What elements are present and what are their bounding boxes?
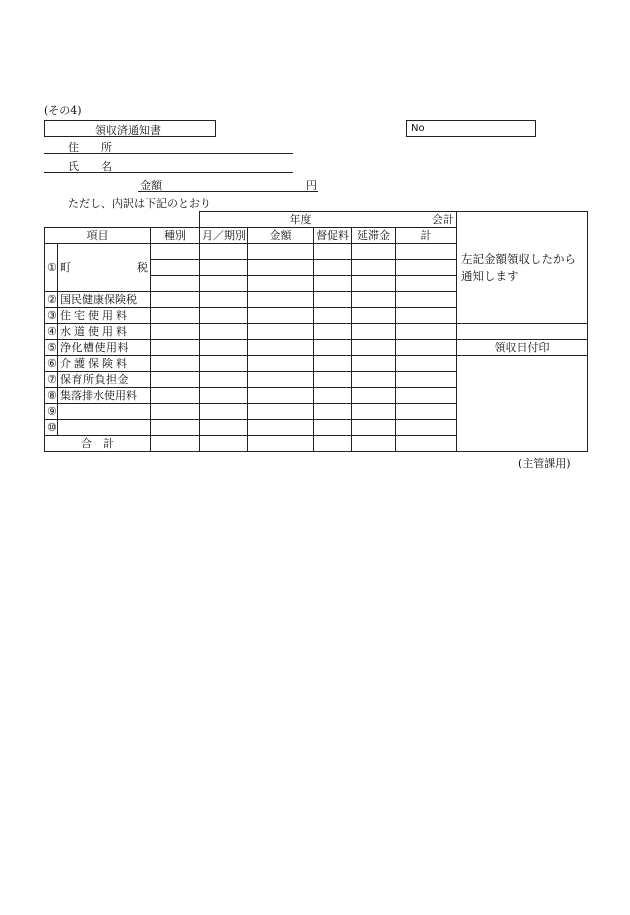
cell[interactable]: [151, 356, 200, 372]
cell[interactable]: [352, 308, 396, 324]
cell[interactable]: [200, 324, 248, 340]
item-number: ⑤: [45, 340, 58, 356]
item-number: ①: [45, 244, 58, 292]
cell[interactable]: [352, 324, 396, 340]
cell[interactable]: [352, 388, 396, 404]
item-label: 保育所負担金: [58, 372, 151, 388]
cell[interactable]: [314, 308, 352, 324]
cell[interactable]: [352, 420, 396, 436]
number-box[interactable]: [406, 120, 536, 137]
receipt-stamp-area[interactable]: [457, 356, 588, 452]
item-number: ②: [45, 292, 58, 308]
cell[interactable]: [151, 292, 200, 308]
cell[interactable]: [200, 340, 248, 356]
cell[interactable]: [151, 388, 200, 404]
address-line[interactable]: [44, 153, 293, 154]
cell[interactable]: [248, 260, 314, 276]
item-label: [58, 244, 151, 292]
cell[interactable]: [248, 292, 314, 308]
number-label: No: [411, 123, 425, 134]
cell[interactable]: [396, 292, 457, 308]
cell[interactable]: [151, 324, 200, 340]
col-reminder-fee: 督促料: [314, 228, 352, 244]
item-label: 国民健康保険税: [58, 292, 151, 308]
item-label[interactable]: [58, 404, 151, 420]
cell[interactable]: [396, 244, 457, 260]
table-row: [45, 356, 588, 372]
cell[interactable]: [151, 244, 200, 260]
department-note: (主管課用): [518, 457, 571, 470]
title-box: [44, 120, 216, 137]
cell[interactable]: [314, 388, 352, 404]
cell[interactable]: [200, 388, 248, 404]
item-label: 浄化槽使用料: [58, 340, 151, 356]
cell[interactable]: [352, 404, 396, 420]
cell[interactable]: [248, 420, 314, 436]
total-header: 会計: [314, 212, 457, 228]
col-late-fee: 延滞金: [352, 228, 396, 244]
cell[interactable]: [200, 372, 248, 388]
cell[interactable]: [396, 420, 457, 436]
col-item: 項目: [45, 228, 151, 244]
cell[interactable]: [352, 340, 396, 356]
page-tag: (その4): [44, 104, 82, 117]
cell[interactable]: [151, 420, 200, 436]
breakdown-note: ただし、内訳は下記のとおり: [68, 197, 211, 210]
cell[interactable]: [151, 260, 200, 276]
total-label: 合 計: [45, 436, 151, 452]
cell[interactable]: [200, 436, 248, 452]
cell[interactable]: [248, 340, 314, 356]
cell[interactable]: [314, 436, 352, 452]
cell[interactable]: [352, 356, 396, 372]
cell[interactable]: [200, 356, 248, 372]
blank-corner: [45, 212, 200, 228]
cell[interactable]: [314, 340, 352, 356]
cell[interactable]: [396, 436, 457, 452]
item-number: ⑨: [45, 404, 58, 420]
cell[interactable]: [151, 340, 200, 356]
cell[interactable]: [248, 372, 314, 388]
cell[interactable]: [151, 436, 200, 452]
cell[interactable]: [248, 356, 314, 372]
cell[interactable]: [314, 244, 352, 260]
item-number: ⑦: [45, 372, 58, 388]
item-label-right: 税: [137, 260, 148, 274]
year-header: 年度: [200, 212, 314, 228]
cell[interactable]: [352, 292, 396, 308]
receipt-notice: 左記金額領収したから通知します: [457, 212, 588, 324]
cell[interactable]: [396, 324, 457, 340]
col-period: 月／期別: [200, 228, 248, 244]
cell[interactable]: [314, 404, 352, 420]
cell[interactable]: [200, 404, 248, 420]
table-row: [45, 324, 588, 340]
cell[interactable]: [352, 244, 396, 260]
cell[interactable]: [314, 420, 352, 436]
item-number: ⑧: [45, 388, 58, 404]
cell[interactable]: [200, 244, 248, 260]
cell[interactable]: [396, 340, 457, 356]
amount-label: 金額: [140, 179, 162, 192]
name-line[interactable]: [44, 172, 293, 173]
cell[interactable]: [248, 388, 314, 404]
cell[interactable]: [396, 260, 457, 276]
cell[interactable]: [248, 308, 314, 324]
cell[interactable]: [200, 420, 248, 436]
col-type: 種別: [151, 228, 200, 244]
col-sum: 計: [396, 228, 457, 244]
cell[interactable]: [396, 388, 457, 404]
item-label: 水道使用料: [58, 324, 151, 340]
amount-line[interactable]: [138, 191, 318, 192]
cell[interactable]: [314, 372, 352, 388]
amount-unit: 円: [306, 179, 317, 192]
cell[interactable]: [151, 404, 200, 420]
table-row: [45, 340, 588, 356]
cell[interactable]: [200, 308, 248, 324]
cell[interactable]: [352, 276, 396, 292]
receipt-stamp-label: 領収日付印: [457, 340, 588, 356]
cell[interactable]: [200, 260, 248, 276]
address-label: 住 所: [68, 141, 112, 154]
cell[interactable]: [200, 276, 248, 292]
item-label[interactable]: [58, 420, 151, 436]
cell[interactable]: [352, 372, 396, 388]
cell[interactable]: [314, 292, 352, 308]
breakdown-table: [44, 211, 588, 452]
cell[interactable]: [314, 276, 352, 292]
cell[interactable]: [396, 308, 457, 324]
item-number: ⑩: [45, 420, 58, 436]
top-header-row: [45, 212, 588, 228]
cell[interactable]: [314, 260, 352, 276]
cell[interactable]: [396, 404, 457, 420]
cell[interactable]: [396, 372, 457, 388]
cell[interactable]: [151, 372, 200, 388]
item-label: 集落排水使用料: [58, 388, 151, 404]
col-amount: 金額: [248, 228, 314, 244]
cell[interactable]: [352, 436, 396, 452]
cell[interactable]: [314, 324, 352, 340]
item-number: ⑥: [45, 356, 58, 372]
cell[interactable]: [352, 260, 396, 276]
cell[interactable]: [151, 276, 200, 292]
cell[interactable]: [396, 356, 457, 372]
name-label: 氏 名: [68, 160, 112, 173]
cell[interactable]: [151, 308, 200, 324]
item-label-left: 町: [60, 260, 71, 274]
cell[interactable]: [248, 436, 314, 452]
item-label: 介護保険料: [58, 356, 151, 372]
cell[interactable]: [248, 404, 314, 420]
cell[interactable]: [248, 324, 314, 340]
cell[interactable]: [396, 276, 457, 292]
cell[interactable]: [314, 356, 352, 372]
cell[interactable]: [200, 292, 248, 308]
item-number: ③: [45, 308, 58, 324]
cell[interactable]: [248, 276, 314, 292]
item-number: ④: [45, 324, 58, 340]
document-title: 領収済通知書: [95, 124, 161, 137]
item-label: 住宅使用料: [58, 308, 151, 324]
cell[interactable]: [248, 244, 314, 260]
